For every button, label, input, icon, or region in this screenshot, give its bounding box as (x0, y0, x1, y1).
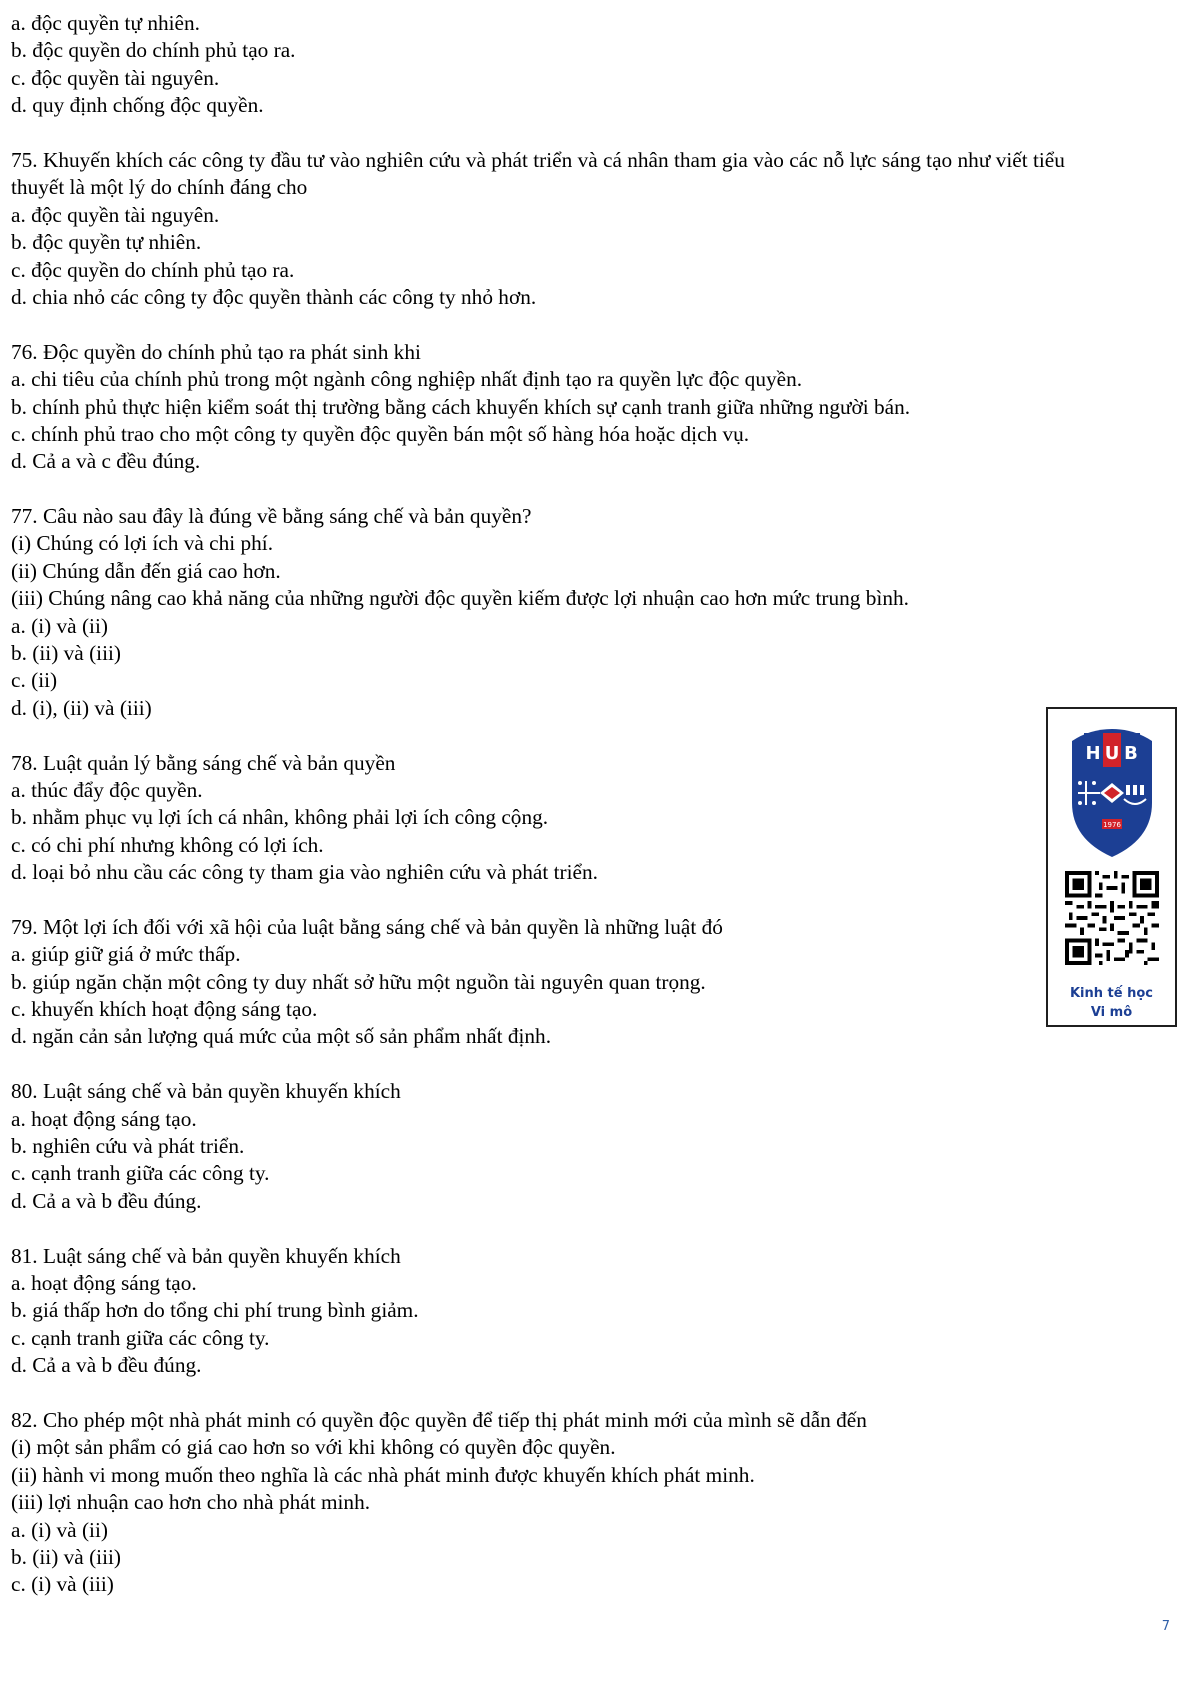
qr-code-icon (1065, 871, 1159, 965)
option: a. (i) và (ii) (11, 613, 108, 638)
statement: (iii) lợi nhuận cao hơn cho nhà phát minh. (11, 1490, 371, 1515)
option: d. Cả a và b đều đúng. (11, 1188, 202, 1213)
option: d. chia nhỏ các công ty độc quyền thành các công ty nhỏ hơn. (11, 284, 537, 309)
question-81 (11, 1243, 1171, 1380)
option: c. cạnh tranh giữa các công ty. (11, 1325, 270, 1350)
question-78 (11, 750, 1171, 887)
hub-logo-card (1046, 707, 1177, 1027)
question-title: 75. Khuyến khích các công ty đầu tư vào nghiên cứu và phát triển và cá nhân tham gia vào các nỗ lực sáng tạo như viết tiểu thuyết là một lý do chính đáng cho (11, 147, 1065, 200)
option: b. (ii) và (iii) (11, 641, 121, 666)
option: d. ngăn cản sản lượng quá mức của một số sản phẩm nhất định. (11, 1024, 552, 1049)
question-82 (11, 1407, 1171, 1599)
option: a. độc quyền tài nguyên. (11, 202, 220, 227)
option: b. (ii) và (iii) (11, 1544, 121, 1569)
page-number: 7 (1161, 1619, 1170, 1634)
statement: (iii) Chúng nâng cao khả năng của những người độc quyền kiếm được lợi nhuận cao hơn mức trung bình. (11, 586, 909, 611)
option: a. giúp giữ giá ở mức thấp. (11, 942, 241, 967)
logo-caption-course: Vi mô (1090, 1005, 1133, 1020)
option: a. thúc đẩy độc quyền. (11, 777, 203, 802)
option: c. (ii) (11, 668, 58, 693)
statement: (i) Chúng có lợi ích và chi phí. (11, 531, 274, 556)
statement: (ii) Chúng dẫn đến giá cao hơn. (11, 558, 281, 583)
question-title: 80. Luật sáng chế và bản quyền khuyến khích (11, 1079, 401, 1104)
option: b. nghiên cứu và phát triển. (11, 1134, 245, 1159)
question-76 (11, 339, 1171, 476)
option: c. cạnh tranh giữa các công ty. (11, 1161, 270, 1186)
option: a. chi tiêu của chính phủ trong một ngành công nghiệp nhất định tạo ra quyền lực độc quyền. (11, 367, 803, 392)
logo-letter-u: U (1104, 743, 1120, 764)
question-75 (11, 147, 1171, 311)
option: d. loại bỏ nhu cầu các công ty tham gia vào nghiên cứu và phát triển. (11, 860, 598, 885)
option: c. độc quyền tài nguyên. (11, 65, 220, 90)
question-title: 82. Cho phép một nhà phát minh có quyền độc quyền để tiếp thị phát minh mới của mình sẽ dẫn đến (11, 1407, 867, 1432)
question-77 (11, 503, 1171, 722)
option: a. (i) và (ii) (11, 1517, 108, 1542)
option: c. khuyến khích hoạt động sáng tạo. (11, 997, 318, 1022)
option: b. giá thấp hơn do tổng chi phí trung bình giảm. (11, 1298, 419, 1323)
statement: (i) một sản phẩm có giá cao hơn so với khi không có quyền độc quyền. (11, 1435, 616, 1460)
option: b. giúp ngăn chặn một công ty duy nhất sở hữu một nguồn tài nguyên quan trọng. (11, 969, 706, 994)
option: b. chính phủ thực hiện kiểm soát thị trường bằng cách khuyến khích sự cạnh tranh giữa những người bán. (11, 394, 911, 419)
question-title: 79. Một lợi ích đối với xã hội của luật bằng sáng chế và bản quyền là những luật đó (11, 914, 723, 939)
logo-year: 1976 (1103, 821, 1121, 829)
logo-caption-subject: Kinh tế học (1069, 986, 1153, 1001)
option: b. nhằm phục vụ lợi ích cá nhân, không phải lợi ích công cộng. (11, 805, 549, 830)
option: b. độc quyền do chính phủ tạo ra. (11, 38, 296, 63)
option: d. Cả a và c đều đúng. (11, 449, 201, 474)
option: a. hoạt động sáng tạo. (11, 1271, 197, 1295)
option: c. chính phủ trao cho một công ty quyền độc quyền bán một số hàng hóa hoặc dịch vụ. (11, 421, 750, 446)
option: b. độc quyền tự nhiên. (11, 230, 202, 255)
question-title: 76. Độc quyền do chính phủ tạo ra phát sinh khi (11, 339, 421, 364)
document-body (11, 10, 1171, 1599)
logo-letter-h: H (1085, 743, 1101, 764)
option: a. độc quyền tự nhiên. (11, 11, 200, 35)
option: d. (i), (ii) và (iii) (11, 695, 152, 720)
option: d. quy định chống độc quyền. (11, 93, 264, 118)
question-title: 81. Luật sáng chế và bản quyền khuyến khích (11, 1243, 401, 1268)
option: c. có chi phí nhưng không có lợi ích. (11, 832, 324, 857)
statement: (ii) hành vi mong muốn theo nghĩa là các nhà phát minh được khuyến khích phát minh. (11, 1462, 755, 1487)
question-title: 77. Câu nào sau đây là đúng về bằng sáng chế và bản quyền? (11, 504, 532, 529)
hub-shield-logo (1068, 721, 1156, 861)
option: c. độc quyền do chính phủ tạo ra. (11, 257, 295, 282)
question-80 (11, 1078, 1171, 1215)
logo-letter-b: B (1124, 743, 1138, 764)
carryover-options (11, 10, 1171, 120)
option: c. (i) và (iii) (11, 1572, 114, 1597)
question-79 (11, 914, 1171, 1051)
question-title: 78. Luật quản lý bằng sáng chế và bản quyền (11, 750, 396, 775)
option: d. Cả a và b đều đúng. (11, 1353, 202, 1378)
option: a. hoạt động sáng tạo. (11, 1106, 197, 1131)
